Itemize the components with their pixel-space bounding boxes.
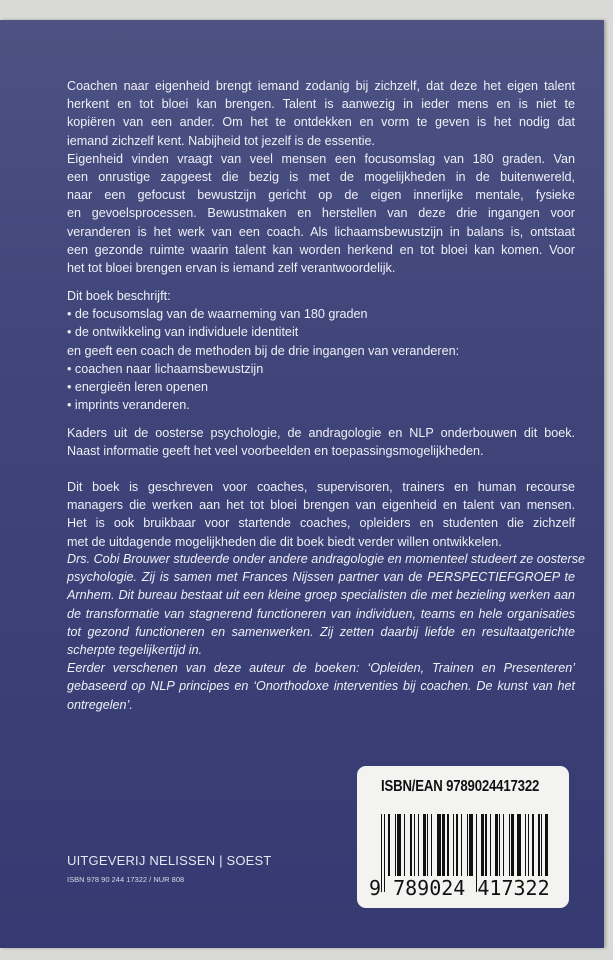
audience-paragraph [67,478,575,551]
barcode-bar [528,814,529,876]
author-line: ontregelen’. [67,697,133,712]
author-line: de transformatie van stagnerend functioneren van individuen, teams en hele organisaties [67,606,575,621]
barcode-bar [490,814,491,876]
barcode-bar [525,814,526,876]
author-line: Drs. Cobi Brouwer studeerde onder andere andragologie en momenteel studeert ze oosterse [67,552,586,566]
barcode-bar [410,814,413,876]
barcode-bar [431,814,432,876]
intro-line: herkent en tot bloei kan brengen. Talent is aanwezig in ieder mens en is niet te [67,97,575,112]
author-line: Arnhem. Dit bureau bestaat uit een kleine groep specialisten die met bezieling werken aan [67,588,575,603]
contents-list [67,287,575,414]
barcode-bar [404,814,405,876]
isbn-nur-line: ISBN 978 90 244 17322 / NUR 808 [67,875,185,884]
barcode-right-digits: 417322 [477,876,550,900]
barcode-bar [517,814,521,876]
barcode-bar [469,814,473,876]
intro-line: het tot bloei brengen ervan is iemand zelf verantwoordelijk. [67,260,396,275]
barcode-label [357,766,569,908]
intro-line: naar een gefocust bewustzijn gericht op de eigen innerlijke mentale, fysieke [67,188,575,203]
audience-line: Het is ook bruikbaar voor startende coaches, opleiders en studenten die zichzelf [67,516,575,531]
barcode-bar [541,814,542,876]
intro-paragraph [67,77,575,277]
contents-line: Dit boek beschrijft: [67,289,171,303]
intro-line: veranderen is het werk van een coach. Als lichaamsbewustzijn in balans is, ontstaat [67,224,575,239]
contents-line: en geeft een coach de methoden bij de drie ingangen van veranderen: [67,343,460,358]
barcode-bar [437,814,441,876]
barcode-digits [369,876,550,900]
barcode-bar [427,814,428,876]
barcode-bar [503,814,504,876]
barcode-bar [461,814,462,876]
barcode-bar [447,814,448,876]
audience-line: managers die werken aan het tot bloei brengen van eigenheid en talent van mensen. [67,498,575,513]
barcode-bar [453,814,454,876]
barcode-first-digit: 9 [369,876,382,900]
barcode-bar [388,814,391,876]
contents-line: • energieën leren openen [67,379,208,394]
author-bio [67,550,586,714]
basis-line: Kaders uit de oosterse psychologie, de andragologie en NLP onderbouwen dit boek. [67,426,575,440]
book-back-cover [0,20,604,948]
contents-line: • imprints veranderen. [67,398,190,413]
barcode-bar [395,814,396,876]
barcode-bar [509,814,510,876]
barcode-bar [532,814,535,876]
contents-line: • de focusomslag van de waarneming van 180 graden [67,307,368,322]
barcode-bar [538,814,539,876]
barcode-bar [423,814,426,876]
barcode-bar [495,814,498,876]
contents-line: • de ontwikkeling van individuele identiteit [67,325,299,340]
author-line: gebaseerd op NLP principes en ‘Onorthodoxe interventies bij coachen. De kunst van het [67,679,575,694]
author-line: tot gezond functioneren en samenwerken. Zij zetten daarbij liefde en resultaatgerichte [67,624,575,639]
barcode-bar [397,814,401,876]
contents-line: • coachen naar lichaamsbewustzijn [67,361,264,376]
intro-line: Eigenheid vinden vraagt van veel mensen een focusomslag van 180 graden. Van [67,151,575,166]
barcode-bar [499,814,500,876]
author-line: scherpte tegelijkertijd in. [67,642,203,657]
barcode-left-digits: 789024 [393,876,466,900]
barcode-bar [418,814,419,876]
barcode-bar [456,814,459,876]
barcode-bar [414,814,415,876]
barcode-bar [467,814,468,876]
basis-paragraph [67,424,575,460]
intro-line: Coachen naar eigenheid brengt iemand zodanig bij zichzelf, dat deze het eigen talent [67,79,575,93]
barcode-bar [545,814,548,876]
intro-line: en gevoelsprocessen. Bewustmaken en herstellen van deze drie ingangen voor [67,206,575,221]
intro-line: een onrustige zapgeest die bezig is met de mogelijkheden in de buitenwereld, [67,169,575,184]
intro-line: een gezonde ruimte waarin talent kan worden herkend en tot bloei kan komen. Voor [67,242,575,257]
basis-line: Naast informatie geeft het veel voorbeelden en toepassingsmogelijkheden. [67,444,484,459]
intro-line: iemand zichzelf kent. Nabijheid tot jezelf is de essentie. [67,133,376,148]
author-line: psychologie. Zij is samen met Frances Nijssen partner van de PERSPECTIEFGROEP te [67,570,575,585]
barcode-bar [511,814,514,876]
intro-line: kopiëren van een ander. Om het te ontdekken en vorm te geven is het nodig dat [67,115,575,130]
barcode-title: ISBN/EAN 9789024417322 [381,778,540,795]
audience-line: Dit boek is geschreven voor coaches, supervisoren, trainers en human recourse [67,480,575,494]
audience-line: met de uitdagende mogelijkheden die dit boek biedt verder willen ontwikkelen. [67,534,502,549]
author-line: Eerder verschenen van deze auteur de boeken: ‘Opleiden, Trainen en Presenteren’ [67,661,575,676]
publisher-name: UITGEVERIJ NELISSEN | SOEST [67,853,272,868]
barcode-bar [485,814,486,876]
barcode-bar [442,814,445,876]
